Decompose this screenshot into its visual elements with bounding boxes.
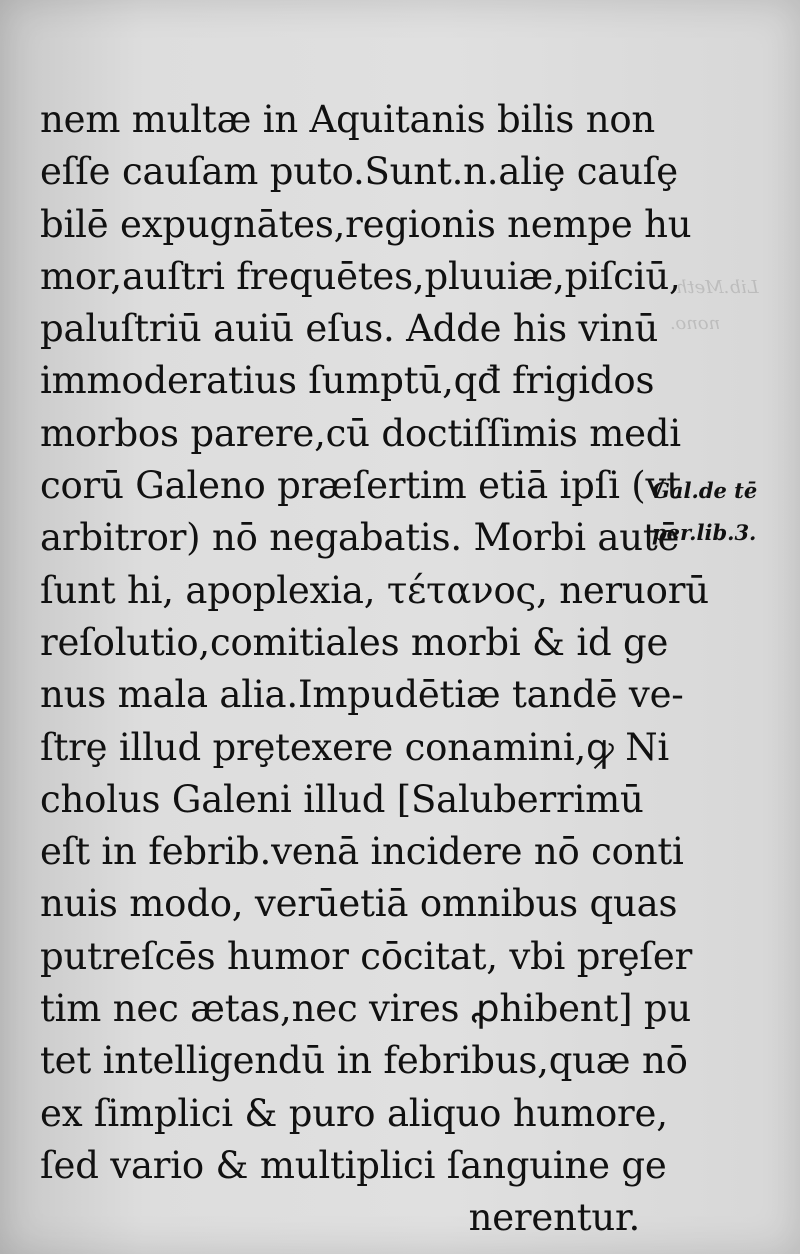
text-line: nuis modo, verūetiā omnibus quas	[40, 882, 678, 926]
text-line: mor,auſtri frequētes,pluuiæ,piſciū,	[40, 254, 681, 298]
text-line: immoderatius ſumptū,qđ frigidos	[40, 359, 655, 403]
text-line: tim nec ætas,nec vires ꝓhibent] pu	[40, 987, 691, 1031]
text-line: ſed vario & multiplici ſanguine ge	[40, 1143, 667, 1187]
text-line: eſſe cauſam puto.Sunt.n.aliȩ cauſȩ	[40, 150, 678, 194]
margin-note	[652, 470, 792, 554]
text-line: arbitror) nō negabatis. Morbi autē	[40, 516, 680, 560]
text-line: ex ſimplici & puro aliquo humore,	[40, 1091, 668, 1135]
text-line: tet intelligendū in febribus,quæ nō	[40, 1039, 688, 1083]
text-line: nem multæ in Aquitanis bilis non	[40, 98, 656, 141]
text-line: reſolutio,comitiales morbi & id ge	[40, 620, 669, 664]
margin-note-line: per.lib.3.	[652, 520, 757, 545]
text-line: eſt in febrib.venā incidere nō conti	[40, 830, 684, 874]
text-line: ſunt hi, apoplexia, τέτανος, neruorū	[40, 568, 709, 612]
text-line: cholus Galeni illud [Saluberrimū	[40, 777, 644, 821]
text-line: nus mala alia.Impudētiæ tandē ve-	[40, 673, 684, 717]
text-line: corū Galeno præſertim etiā ipſi (vt	[40, 464, 681, 508]
text-line: putreſcēs humor cōcitat, vbi prȩſer	[40, 934, 693, 978]
text-line: morbos parere,cū doctiſſimis medi	[40, 411, 681, 455]
text-line: bilē expugnātes,regionis nempe hu	[40, 202, 692, 246]
margin-note-line: Gal.de tē	[652, 478, 758, 503]
catchword: nerentur.	[468, 1196, 640, 1240]
text-line: paluſtriū auiū eſus. Adde his vinū	[40, 307, 659, 351]
text-line: ſtrȩ illud prȩtexere conamini,ꝙ Ni	[40, 725, 670, 769]
bleed-through-text: Lib.Meth. nono.	[670, 277, 759, 334]
